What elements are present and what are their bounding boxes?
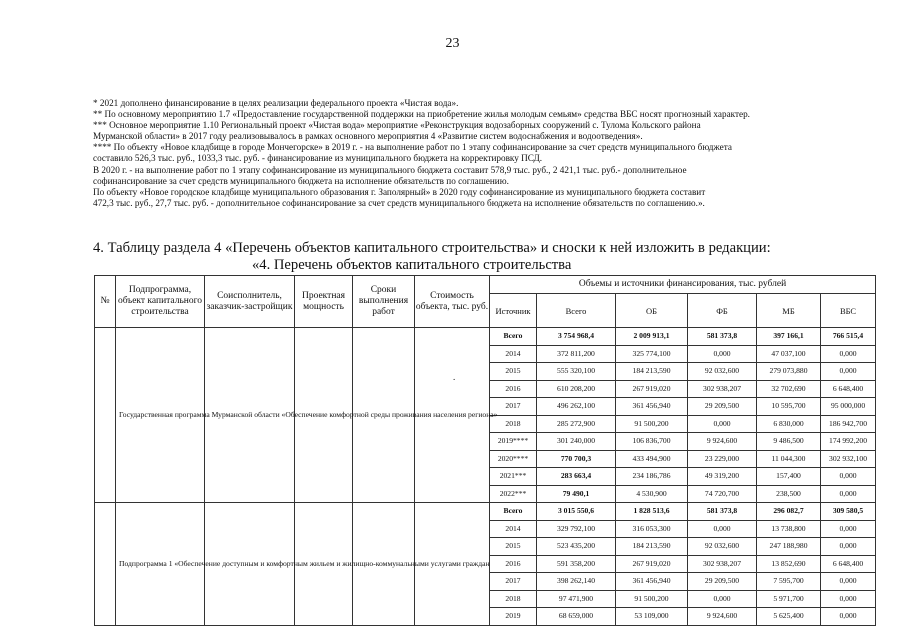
fb-cell: 29 209,500 (688, 573, 757, 591)
vbs-cell: 0,000 (821, 363, 876, 381)
header-program: Подпрограмма, объект капитального строительства (116, 276, 205, 328)
mb-cell: 397 166,1 (757, 328, 821, 346)
vbs-cell: 0,000 (821, 485, 876, 503)
vbs-cell: 302 932,100 (821, 450, 876, 468)
header-terms: Сроки выполнения работ (353, 276, 415, 328)
vbs-cell: 174 992,200 (821, 433, 876, 451)
footnote-line: 472,3 тыс. руб., 27,7 тыс. руб. - дополнительное софинансирование за счет средств муниципального бюджета на исполнение обязательств по соглашению.». (93, 197, 705, 208)
footnote-line: ** По основному мероприятию 1.7 «Предоставление государственной поддержки на приобретение жилья молодым семьям» средства ВБС носят прогнозный характер. (93, 109, 750, 120)
header-volumes: Объемы и источники финансирования, тыс. рублей (490, 276, 876, 294)
source-cell: 2018 (490, 415, 537, 433)
total-cell: 3 015 550,6 (537, 503, 616, 521)
ob-cell: 234 186,786 (616, 468, 688, 486)
source-cell: 2017 (490, 573, 537, 591)
source-cell: 2018 (490, 590, 537, 608)
total-cell: 555 320,100 (537, 363, 616, 381)
footnote-line: софинансирование за счет средств муниципального бюджета на исполнение обязательств по соглашению. (93, 175, 509, 186)
total-cell: 329 792,100 (537, 520, 616, 538)
ob-cell: 316 053,300 (616, 520, 688, 538)
fb-cell: 581 373,8 (688, 503, 757, 521)
source-cell: 2019 (490, 608, 537, 626)
ob-cell: 106 836,700 (616, 433, 688, 451)
mb-cell: 5 971,700 (757, 590, 821, 608)
capital-construction-table (94, 275, 876, 626)
fb-cell: 581 373,8 (688, 328, 757, 346)
fb-cell: 49 319,200 (688, 468, 757, 486)
header-capacity: Проектная мощность (295, 276, 353, 328)
source-cell: 2019**** (490, 433, 537, 451)
mb-cell: 13 852,690 (757, 555, 821, 573)
ob-cell: 53 109,000 (616, 608, 688, 626)
footnote-line: составило 526,3 тыс. руб., 1033,3 тыс. руб. - финансирование из муниципального бюджета на корректировку ПСД. (93, 153, 543, 164)
vbs-cell: 0,000 (821, 538, 876, 556)
total-cell: 591 358,200 (537, 555, 616, 573)
total-cell: 610 208,200 (537, 380, 616, 398)
source-cell: 2022*** (490, 485, 537, 503)
num-cell (95, 503, 116, 626)
total-cell: 3 754 968,4 (537, 328, 616, 346)
header-source: Источник (490, 294, 537, 328)
mb-cell: 279 073,880 (757, 363, 821, 381)
ob-cell: 267 919,020 (616, 555, 688, 573)
source-cell: 2016 (490, 380, 537, 398)
header-fb: ФБ (688, 294, 757, 328)
vbs-cell: 0,000 (821, 520, 876, 538)
footnote-line: По объекту «Новое городское кладбище муниципального образования г. Заполярный» в 2020 году софинансирование из муниципального бюджета составит (93, 186, 706, 197)
mb-cell: 32 702,690 (757, 380, 821, 398)
footnote-line: * 2021 дополнено финансирование в целях реализации федерального проекта «Чистая вода». (93, 98, 459, 108)
ob-cell: 267 919,020 (616, 380, 688, 398)
mb-cell: 238,500 (757, 485, 821, 503)
mb-cell: 47 037,100 (757, 345, 821, 363)
fb-cell: 9 924,600 (688, 608, 757, 626)
header-executor: Соисполнитель, заказчик-застройщик (205, 276, 295, 328)
total-cell: 97 471,900 (537, 590, 616, 608)
footnote-line: **** По объекту «Новое кладбище в городе Мончегорске» в 2019 г. - на выполнение работ по 1 этапу софинансирование за счет средств муниципального бюджета (93, 142, 732, 153)
total-cell: 283 663,4 (537, 468, 616, 486)
total-cell: 68 659,000 (537, 608, 616, 626)
ob-cell: 361 456,940 (616, 398, 688, 416)
footnote-line: В 2020 г. - на выполнение работ по 1 этапу софинансирование из муниципального бюджета составит 578,9 тыс. руб., 2 421,1 тыс. руб.- дополнительное (93, 164, 687, 175)
fb-cell: 0,000 (688, 415, 757, 433)
mb-cell: 157,400 (757, 468, 821, 486)
vbs-cell: 0,000 (821, 573, 876, 591)
total-cell: 496 262,100 (537, 398, 616, 416)
vbs-cell: 6 648,400 (821, 380, 876, 398)
source-cell: 2017 (490, 398, 537, 416)
mb-cell: 296 082,7 (757, 503, 821, 521)
total-cell: 79 490,1 (537, 485, 616, 503)
vbs-cell: 0,000 (821, 590, 876, 608)
header-ob: ОБ (616, 294, 688, 328)
fb-cell: 302 938,207 (688, 380, 757, 398)
header-num: № (95, 276, 116, 328)
ob-cell: 184 213,590 (616, 363, 688, 381)
footnote-line: *** Основное мероприятие 1.10 Региональный проект «Чистая вода» мероприятие «Реконструкция водозаборных сооружений с. Тулома Кольского района (93, 120, 701, 131)
fb-cell: 0,000 (688, 590, 757, 608)
mb-cell: 9 486,500 (757, 433, 821, 451)
ob-cell: 325 774,100 (616, 345, 688, 363)
mb-cell: 10 595,700 (757, 398, 821, 416)
ob-cell: 4 530,900 (616, 485, 688, 503)
fb-cell: 74 720,700 (688, 485, 757, 503)
fb-cell: 302 938,207 (688, 555, 757, 573)
footnote-line: Мурманской области» в 2017 году реализовывалось в рамках основного мероприятия 4 «Развитие систем водоснабжения и водоотведения». (93, 131, 643, 142)
vbs-cell: 0,000 (821, 468, 876, 486)
vbs-cell: 766 515,4 (821, 328, 876, 346)
ob-cell: 91 500,200 (616, 415, 688, 433)
stray-dot: . (453, 372, 456, 382)
ob-cell: 1 828 513,6 (616, 503, 688, 521)
mb-cell: 13 738,800 (757, 520, 821, 538)
vbs-cell: 6 648,400 (821, 555, 876, 573)
ob-cell: 433 494,900 (616, 450, 688, 468)
program-name-cell: Подпрограмма 1 «Обеспечение доступным и комфортным жильем и жилищно-коммунальными услугами граждан (116, 503, 205, 626)
vbs-cell: 0,000 (821, 345, 876, 363)
ob-cell: 91 500,200 (616, 590, 688, 608)
source-cell: 2015 (490, 363, 537, 381)
fb-cell: 29 209,500 (688, 398, 757, 416)
vbs-cell: 186 942,700 (821, 415, 876, 433)
fb-cell: 23 229,000 (688, 450, 757, 468)
source-cell: Всего (490, 503, 537, 521)
vbs-cell: 95 000,000 (821, 398, 876, 416)
table-title: «4. Перечень объектов капитального строительства (252, 257, 572, 273)
ob-cell: 2 009 913,1 (616, 328, 688, 346)
page-number: 23 (445, 36, 460, 51)
program-name-cell: Государственная программа Мурманской области «Обеспечение комфортной среды проживания населения региона» (116, 328, 205, 503)
fb-cell: 0,000 (688, 520, 757, 538)
mb-cell: 5 625,400 (757, 608, 821, 626)
ob-cell: 361 456,940 (616, 573, 688, 591)
header-cost: Стоимость объекта, тыс. руб. (415, 276, 490, 328)
ob-cell: 184 213,590 (616, 538, 688, 556)
fb-cell: 92 032,600 (688, 538, 757, 556)
mb-cell: 6 830,000 (757, 415, 821, 433)
mb-cell: 7 595,700 (757, 573, 821, 591)
source-cell: 2015 (490, 538, 537, 556)
header-mb: МБ (757, 294, 821, 328)
source-cell: 2020**** (490, 450, 537, 468)
table-row (95, 503, 876, 521)
source-cell: 2021*** (490, 468, 537, 486)
vbs-cell: 0,000 (821, 608, 876, 626)
total-cell: 770 700,3 (537, 450, 616, 468)
section-heading: 4. Таблицу раздела 4 «Перечень объектов капитального строительства» и сноски к ней изложить в редакции: (93, 240, 771, 256)
num-cell (95, 328, 116, 503)
source-cell: 2014 (490, 345, 537, 363)
fb-cell: 9 924,600 (688, 433, 757, 451)
source-cell: 2014 (490, 520, 537, 538)
vbs-cell: 309 580,5 (821, 503, 876, 521)
source-cell: Всего (490, 328, 537, 346)
total-cell: 372 811,200 (537, 345, 616, 363)
total-cell: 301 240,000 (537, 433, 616, 451)
mb-cell: 247 188,980 (757, 538, 821, 556)
mb-cell: 11 044,300 (757, 450, 821, 468)
source-cell: 2016 (490, 555, 537, 573)
footnotes (93, 98, 883, 209)
header-vbs: ВБС (821, 294, 876, 328)
header-total: Всего (537, 294, 616, 328)
table-row (95, 328, 876, 346)
total-cell: 398 262,140 (537, 573, 616, 591)
fb-cell: 92 032,600 (688, 363, 757, 381)
total-cell: 523 435,200 (537, 538, 616, 556)
total-cell: 285 272,900 (537, 415, 616, 433)
fb-cell: 0,000 (688, 345, 757, 363)
